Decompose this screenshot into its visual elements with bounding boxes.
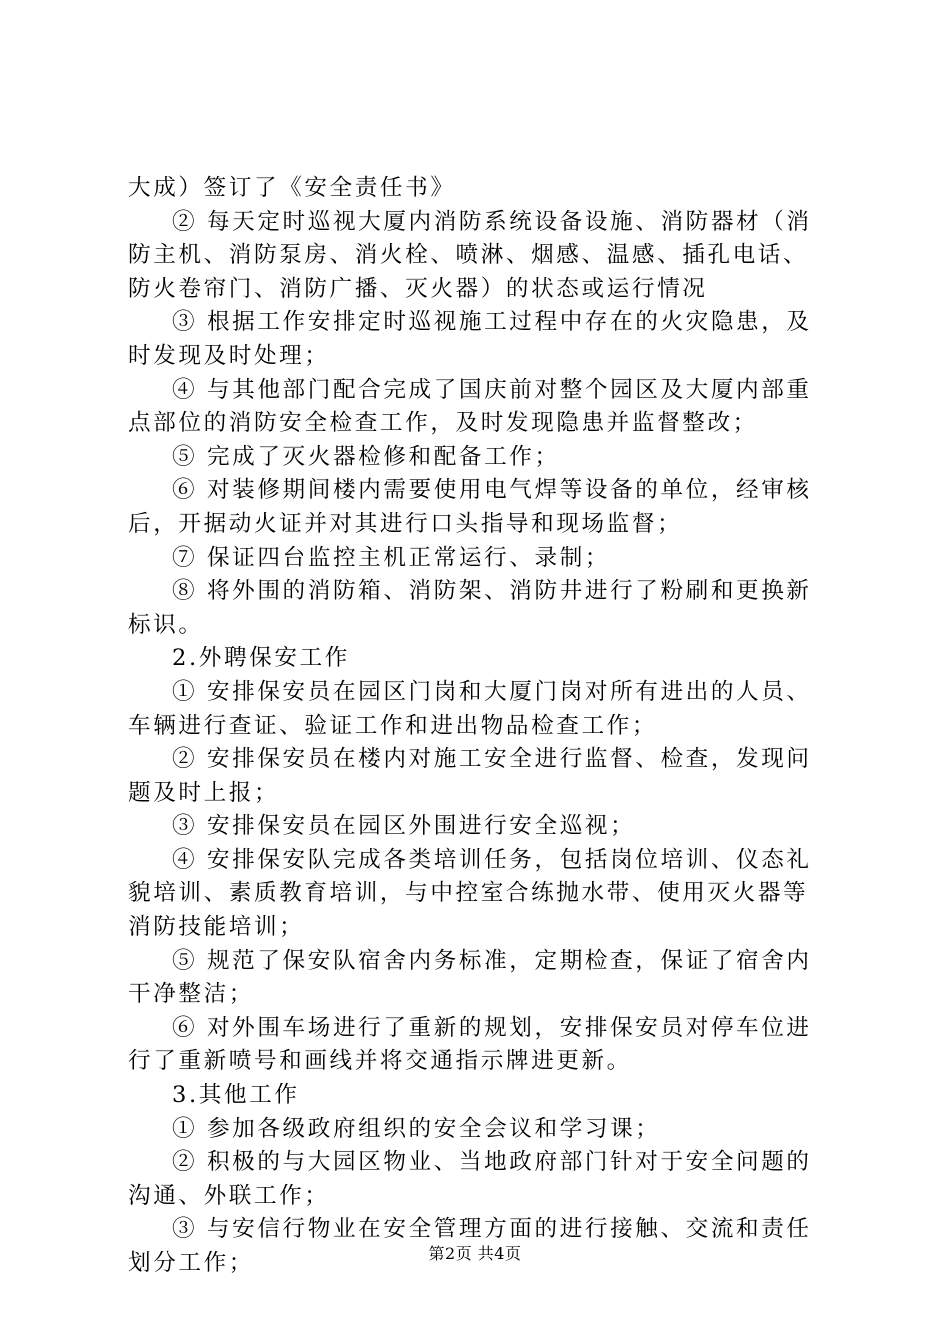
text-line: ⑤ 完成了灭火器检修和配备工作；	[172, 443, 560, 470]
document-body	[128, 172, 832, 1281]
page-footer: 第2页 共4页	[428, 1244, 522, 1263]
text-line: ⑧ 将外围的消防箱、消防架、消防井进行了粉刷和更换新	[172, 578, 812, 605]
text-line: 行了重新喷号和画线并将交通指示牌进更新。	[128, 1048, 632, 1075]
text-line: 2.外聘保安工作	[172, 645, 350, 672]
text-line: 3.其他工作	[172, 1082, 300, 1109]
text-line: 貌培训、素质教育培训，与中控室合练抛水带、使用灭火器等	[128, 880, 809, 907]
text-line: ③ 与安信行物业在安全管理方面的进行接触、交流和责任	[172, 1216, 812, 1243]
text-line: ④ 与其他部门配合完成了国庆前对整个园区及大厦内部重	[172, 376, 812, 403]
text-line: ① 参加各级政府组织的安全会议和学习课；	[172, 1115, 661, 1142]
text-line: 时发现及时处理；	[128, 342, 330, 369]
text-line: 点部位的消防安全检查工作，及时发现隐患并监督整改；	[128, 410, 758, 437]
text-line: ③ 安排保安员在园区外围进行安全巡视；	[172, 813, 636, 840]
text-line: ⑥ 对装修期间楼内需要使用电气焊等设备的单位，经审核	[172, 477, 812, 504]
text-line: ③ 根据工作安排定时巡视施工过程中存在的火灾隐患，及	[172, 309, 812, 336]
text-line: 车辆进行查证、验证工作和进出物品检查工作；	[128, 712, 658, 739]
text-line: ⑦ 保证四台监控主机正常运行、录制；	[172, 544, 611, 571]
text-line: 大成）签订了《安全责任书》	[128, 175, 456, 201]
text-line: 消防技能培训；	[128, 914, 305, 941]
text-line: ⑤ 规范了保安队宿舍内务标准，定期检查，保证了宿舍内	[172, 947, 812, 974]
text-line: 防主机、消防泵房、消火栓、喷淋、烟感、温感、插孔电话、	[128, 242, 809, 269]
text-line: 题及时上报；	[128, 779, 280, 806]
text-line: ① 安排保安员在园区门岗和大厦门岗对所有进出的人员、	[172, 678, 812, 705]
text-line: ② 每天定时巡视大厦内消防系统设备设施、消防器材（消	[172, 208, 812, 235]
text-line: 沟通、外联工作；	[128, 1182, 330, 1209]
text-line: 防火卷帘门、消防广播、灭火器）的状态或运行情况	[128, 275, 708, 302]
text-line: ⑥ 对外围车场进行了重新的规划，安排保安员对停车位进	[172, 1014, 812, 1041]
text-line: 划分工作；	[128, 1250, 254, 1276]
text-line: ② 积极的与大园区物业、当地政府部门针对于安全问题的	[172, 1149, 812, 1176]
text-line: ② 安排保安员在楼内对施工安全进行监督、检查，发现问	[172, 746, 812, 773]
text-line: 标识。	[128, 611, 204, 638]
text-line: 后，开据动火证并对其进行口头指导和现场监督；	[128, 510, 683, 537]
text-line: 干净整洁；	[128, 981, 254, 1008]
text-line: ④ 安排保安队完成各类培训任务，包括岗位培训、仪态礼	[172, 846, 812, 873]
